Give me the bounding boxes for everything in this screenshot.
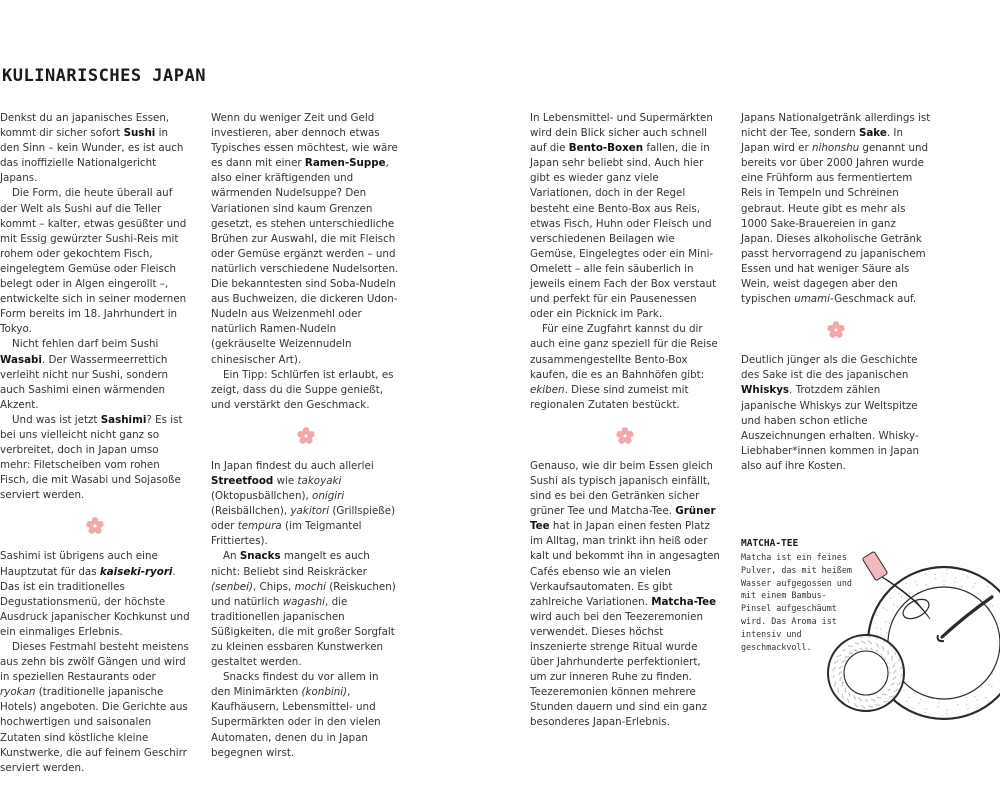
matcha-caption: Matcha ist ein feines Pulver, das mit heißem Wasser aufgegossen und mit einem Bambus-Pinsel aufgeschäumt wird. Das Aroma ist intensiv und geschmackvoll. — [741, 552, 852, 652]
paragraph: Für eine Zugfahrt kannst du dir auch eine ganz speziell für die Reise zusammengestellte Bento-Box kaufen, die es an Bahnhöfen gibt: ekiben. Diese sind zumeist mit regionalen Zutaten bestückt. — [530, 323, 718, 411]
paragraph: Nicht fehlen darf beim Sushi Wasabi. Der Wassermeerrettich verleiht nicht nur Sushi, sondern auch Sashimi einen wärmenden Akzent. — [0, 338, 168, 411]
paragraph: Dieses Festmahl besteht meistens aus zehn bis zwölf Gängen und wird in speziellen Restaurants oder ryokan (traditionelle japanische Hotels) angeboten. Die Gerichte aus hochwertigen und saisonalen Zutaten sind köstliche kleine Kunstwerke, die auf feinem Geschirr serviert werden. — [0, 641, 189, 774]
paragraph: In Japan findest du auch allerlei Streetfood wie takoyaki (Oktopusbällchen), onigiri (Reisbällchen), yakitori (Grillspieße) oder tempura (im Teigmantel Frittiertes). — [211, 459, 396, 548]
paragraph: In Lebensmittel- und Supermärkten wird dein Blick sicher auch schnell auf die Bento-Boxen fallen, die in Japan sehr beliebt sind. Auch hier gibt es wieder ganz viele Variationen, doch in der Regel besteht eine Bento-Box aus Reis, etwas Fisch, Huhn oder Fleisch und verschiedenen Beilagen wie Gemüse, Eingelegtes oder ein Mini-Omelett – alle fein säuberlich in jeweils einem Fach der Box verstaut und perfekt für ein Pausenessen oder ein Picknick im Park. — [530, 112, 717, 321]
cherry-blossom-icon — [741, 307, 931, 353]
paragraph: Snacks findest du vor allem in den Minimärkten (konbini), Kaufhäusern, Lebensmittel- und Supermärkten oder in den vielen Automaten, denen du in Japan begegnen wirst. — [211, 671, 381, 759]
matcha-heading: MATCHA-TEE — [741, 538, 799, 549]
column-2 — [211, 111, 401, 761]
paragraph: Und was ist jetzt Sashimi? Es ist bei uns vielleicht nicht ganz so verbreitet, doch in Japan umso mehr: Filetscheiben vom rohen Fisch, die mit Wasabi und Sojasoße serviert werden. — [0, 413, 183, 502]
column-1 — [0, 111, 190, 776]
column-3 — [530, 111, 720, 731]
page-title: KULINARISCHES JAPAN — [2, 66, 206, 86]
paragraph: Die Form, die heute überall auf der Welt als Sushi auf die Teller kommt – kalter, etwas gesüßter und mit Essig gewürzter Sushi-Reis mit rohem oder gekochtem Fisch, eingelegtem Gemüse oder Fleisch belegt oder in Algen eingerollt –, entwickelte sich in seiner modernen Form bereits im 18. Jahrhundert in Tokyo. — [0, 187, 187, 336]
cherry-blossom-icon — [211, 413, 401, 459]
paragraph: Denkst du an japanisches Essen, kommt dir sicher sofort Sushi in den Sinn – kein Wunder, es ist auch das inoffizielle Nationalgericht Japans. — [0, 112, 184, 185]
paragraph: Sashimi ist übrigens auch eine Hauptzutat für das kaiseki-ryori. Das ist ein traditionelles Degustationsmenü, der höchste Ausdruck japanischer Kochkunst und ein einmaliges Erlebnis. — [0, 550, 190, 638]
matcha-illustration — [826, 545, 1000, 745]
paragraph: Japans Nationalgetränk allerdings ist nicht der Tee, sondern Sake. In Japan wird er nihonshu genannt und bereits vor über 2000 Jahren wurde eine Frühform aus fermentiertem Reis in Tempeln und Schreinen gebraut. Heute gibt es mehr als 1000 Sake-Brauereien in ganz Japan. Dieses alkoholische Getränk passt hervorragend zu japanischem Essen und hat weniger Säure als Wein, weist dagegen aber den typischen umami-Geschmack auf. — [741, 112, 931, 306]
paragraph: Ein Tipp: Schlürfen ist erlaubt, es zeigt, dass du die Suppe genießt, und verstärkt den Geschmack. — [211, 368, 394, 411]
paragraph: Genauso, wie dir beim Essen gleich Sushi als typisch japanisch einfällt, sind es bei den Getränken sicher grüner Tee und Matcha-Tee. Grüner Tee hat in Japan einen festen Platz im Alltag, man trinkt ihn heiß oder kalt und bekommt ihn in angesagten Cafés ebenso wie an vielen Verkaufsautomaten. Es gibt zahlreiche Variationen. Matcha-Tee wird auch bei den Teezeremonien verwendet. Dieses höchst inszenierte strenge Ritual wurde über Jahrhunderte perfektioniert, um zur inneren Ruhe zu finden. Teezeremonien können mehrere Stunden dauern und sind ein ganz besonderes Japan-Erlebnis. — [530, 459, 720, 729]
paragraph: Deutlich jünger als die Geschichte des Sake ist die des japanischen Whiskys. Trotzdem zählen japanische Whiskys zur Weltspitze und haben schon etliche Auszeichnungen erhalten. Whisky-Liebhaber*innen kommen in Japan also auf ihre Kosten. — [741, 354, 920, 472]
column-4 — [741, 111, 931, 474]
cherry-blossom-icon — [0, 503, 190, 549]
cherry-blossom-icon — [530, 413, 720, 459]
paragraph: Wenn du weniger Zeit und Geld investieren, aber dennoch etwas Typisches essen möchtest, wie wäre es dann mit einer Ramen-Suppe, also einer kräftigenden und wärmenden Nudelsuppe? Den Variationen sind kaum Grenzen gesetzt, es stehen unterschiedliche Brühen zur Auswahl, die mit Fleisch oder Gemüse ergänzt werden – und natürlich verschiedene Nudelsorten. Die bekanntesten sind Soba-Nudeln aus Buchweizen, die dickeren Udon-Nudeln aus Weizenmehl oder natürlich Ramen-Nudeln (gekräuselte Weizennudeln chinesischer Art). — [211, 112, 399, 366]
paragraph: An Snacks mangelt es auch nicht: Beliebt sind Reiskräcker (senbei), Chips, mochi (Reiskuchen) und natürlich wagashi, die traditionellen japanischen Süßigkeiten, die mit großer Sorgfalt zu kleinen essbaren Kunstwerken gestaltet werden. — [211, 550, 396, 669]
